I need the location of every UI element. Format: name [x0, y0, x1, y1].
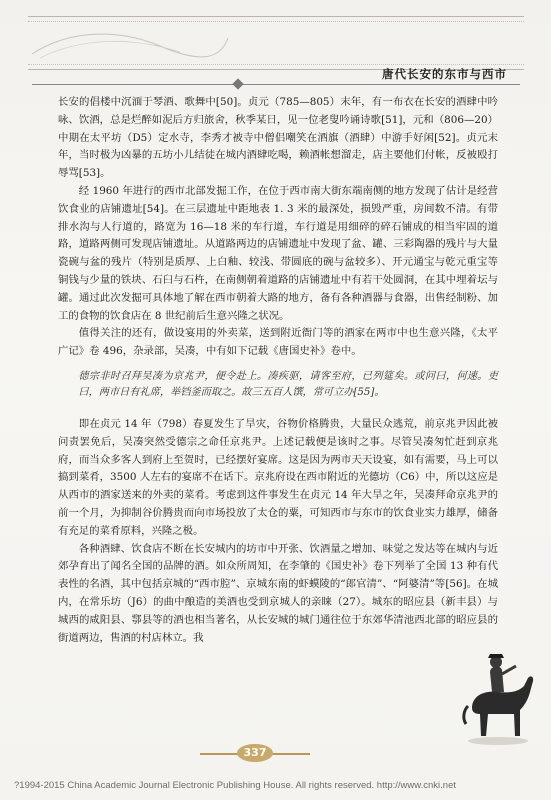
page-number-badge: [200, 744, 310, 764]
paragraph: 经 1960 年进行的西市北部发掘工作，在位于西市南大街东端南侧的地方发现了估计是经营饮食业的店铺遗址[54]。在三层遗址中距地表 1. 3 米的最深处，损毁严重，房间数不清。有带排水沟与人行道的，路宽为 16—18 米的车行道，车行道是用细碎的碎石铺成的相当牢固的道路，道路两侧可发现店铺遗址。从道路两边的店铺遗址中发现了盆、罐、三彩陶器的残片与大量瓷碗与盆的残片（特别是质厚、上白釉、较浅、带圆底的碗与盆较多）、开元通宝与乾元重宝等铜钱与少量的铁块、石臼与石杵，在南侧朝着道路的店铺遗址中有若干处圆洞，在其中埋着坛与罐。通过此次发掘可具体地了解在西市朝着大路的地方，备有各种酒器与食器，出售经制粉、加工的食物的饮食店在 8 世纪前后生意兴隆之状况。: [58, 184, 498, 322]
paragraph: 即在贞元 14 年（798）春夏发生了旱灾，谷物价格腾贵，大量民众逃荒，前京兆尹因此被问责罢免后，吴凑突然受德宗之命任京兆尹。上述记载便是该时之事。尽管吴凑匆忙赶到京兆府，而当众多客人到府上至贺时，已经摆好宴席。这是因为两市天天设宴，如有需要，马上可以搞到菜肴，3500 人左右的宴席不在话下。京兆府设在西市附近的光德坊（C6）中，所以这应是从西市的酒家送来的外卖的菜肴。考虑到这件事发生在贞元 14 年大旱之年，吴凑拜命京兆尹的前一个月，为抑制谷价腾贵而向市场投放了太仓的粟，可知西市与东市的饮食业实力雄厚，储备有充足的菜肴原料，兴隆之极。: [58, 417, 498, 537]
header-swirl-decoration: [30, 24, 230, 64]
running-title: 唐代长安的东市与西市: [382, 67, 507, 81]
block-quote: 德宗非时召拜吴凑为京兆尹，便令赴上。凑疾驱，请客至府，已列筵矣。或问曰，何速。吏曰，两市日有礼席，举铛釜而取之。故三五百人馔，常可立办[55]。: [78, 370, 498, 399]
paragraph: 长安的倡楼中沉湎于琴酒、歌舞中[50]。贞元（785—805）末年，有一布衣在长安的酒肆中吟咏、饮酒，总是烂醉如泥后方归旅舍，秋季某日，见一位老叟吟诵诗歌[51]，元和（806—20）中期在太平坊（D5）定水寺，李秀才被寺中僧侣嘲笑在酒旗（酒肆）中游手好闲[52]。贞元末年，当时极为凶暴的五坊小儿结徒在城内酒肆吃喝，赖酒帐想溜走，店主要他们付帐，反被殴打辱骂[53]。: [58, 96, 498, 180]
page-number: 337: [237, 744, 273, 762]
paragraph: 各种酒肆、饮食店不断在长安城内的坊市中开张、饮酒量之增加、味觉之发达等在城内与近郊孕育出了闻名全国的品牌的酒。如众所周知，在李肇的《国史补》卷下列举了全国 13 种有代表性的名酒，其中包括京城的“西市腔”、京城东南的虾蟆陵的“郎官清”、“阿婆清”等[56]。在城内，在常乐坊（J6）的曲中酿造的美酒也受到京城人的亲睐（27）。城东的昭应县（新丰县）与城西的咸阳县、鄠县等的酒也相当著名，从长安城的城门通往位于东郊华清池西北部的昭应县的街道两边，售酒的村店林立。我: [58, 542, 498, 644]
header-diamond-icon: [232, 78, 243, 89]
copyright-footer: ?1994-2015 China Academic Journal Electronic Publishing House. All rights reserved. http://www.cnki.net: [14, 780, 456, 791]
paragraph: 值得关注的还有，做设宴用的外卖菜，送到附近衙门等的酒家在两市中也生意兴隆，《太平广记》卷 496，杂录部，吴凑，中有如下记载《唐国史补》卷中。: [58, 327, 498, 358]
header-rule: [32, 84, 520, 85]
horse-rider-figurine-image: [458, 648, 538, 746]
article-body: [58, 94, 498, 647]
